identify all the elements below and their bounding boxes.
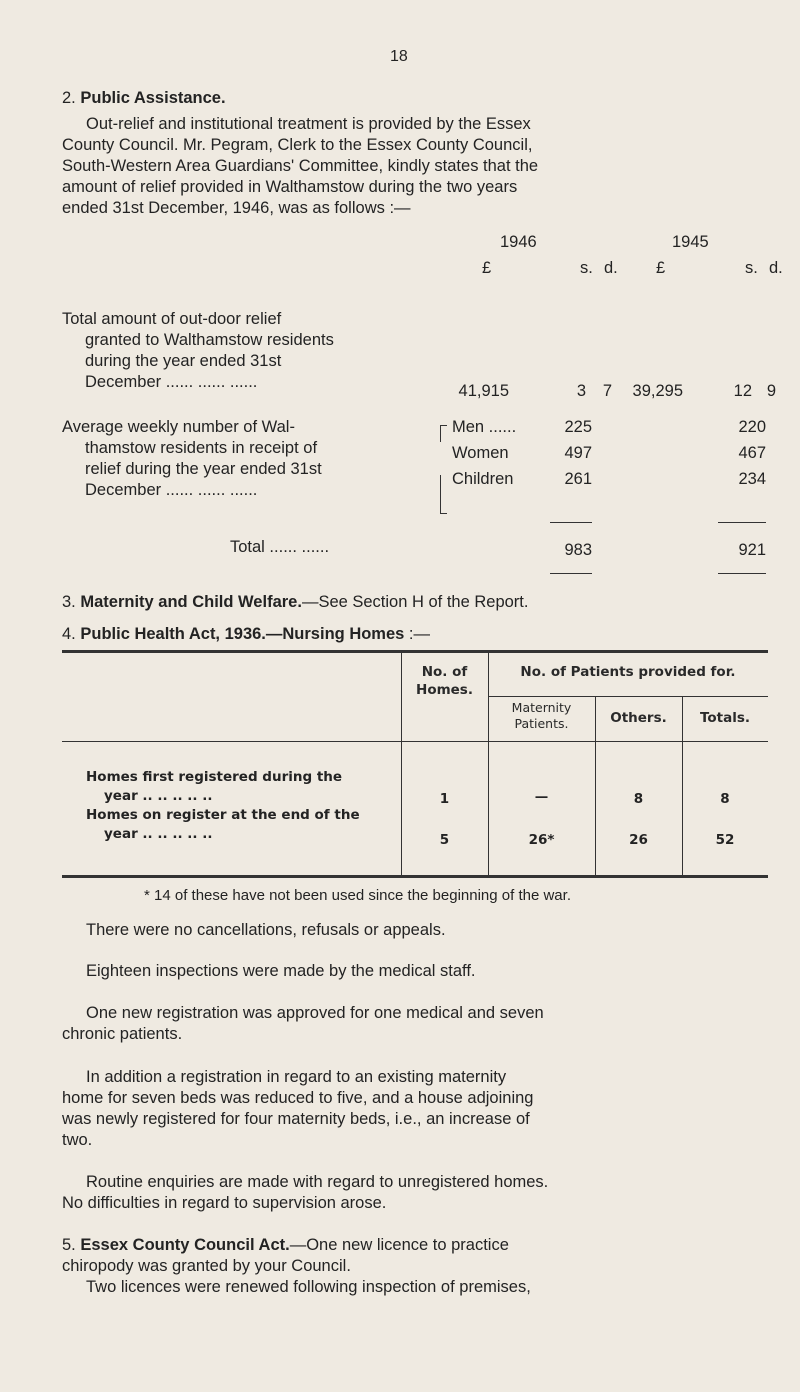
pence-header-1945: d. (769, 259, 783, 277)
bracket (440, 425, 447, 442)
paragraph-routine: No difficulties in regard to supervision arose. (62, 1194, 387, 1212)
section-2-heading (62, 88, 226, 109)
average-weekly-label: relief during the year ended 31st (85, 460, 322, 478)
section-2-line: amount of relief provided in Walthamstow during the two years (62, 178, 518, 196)
total-rule-top (718, 522, 766, 523)
total-rule-bottom (550, 573, 592, 574)
women-1945: 467 (738, 444, 766, 462)
row-label: year .. .. .. .. .. (104, 788, 213, 804)
men-1946: 225 (564, 418, 592, 436)
paragraph-no-cancellations: There were no cancellations, refusals or appeals. (86, 921, 446, 939)
row-label: Homes first registered during the (86, 769, 343, 785)
total-relief-label: granted to Walthamstow residents (85, 331, 334, 349)
paragraph-routine: Routine enquiries are made with regard to unregistered homes. (86, 1173, 549, 1191)
row2-maternity: 26* (528, 832, 555, 848)
table-header-rule (488, 696, 768, 697)
total-relief-label: during the year ended 31st (85, 352, 282, 370)
section-2-line: ended 31st December, 1946, was as follows :— (62, 199, 411, 217)
table-header-bottom-rule (62, 741, 768, 742)
header-maternity-line2: Patients. (514, 716, 569, 731)
relief-1946-pounds: 41,915 (458, 382, 509, 400)
section-5-line: Two licences were renewed following inspection of premises, (86, 1278, 531, 1296)
children-1946: 261 (564, 470, 592, 488)
section-3-title: Maternity and Child Welfare. (80, 593, 302, 611)
header-totals: Totals. (699, 710, 751, 726)
pounds-header-1946: £ (482, 259, 492, 277)
section-5-title: Essex County Council Act. (80, 1236, 290, 1254)
shillings-header-1946: s. (580, 259, 593, 277)
pounds-header-1945: £ (656, 259, 666, 277)
section-4 (62, 624, 430, 645)
section-3-text: —See Section H of the Report. (301, 593, 529, 611)
relief-1946-pence: 7 (602, 382, 612, 400)
section-3-number: 3. (62, 593, 76, 611)
average-weekly-label: Average weekly number of Wal- (62, 418, 295, 436)
section-2-line: Out-relief and institutional treatment is provided by the Essex (86, 115, 531, 133)
men-1945: 220 (738, 418, 766, 436)
shillings-header-1945: s. (745, 259, 758, 277)
section-2-number: 2. (62, 89, 76, 107)
nursing-homes-table (62, 650, 768, 878)
paragraph-addition: home for seven beds was reduced to five, and a house adjoining (62, 1089, 534, 1107)
section-3 (62, 592, 528, 613)
year-1945-header: 1945 (672, 233, 709, 251)
total-relief-label: December ...... ...... ...... (85, 373, 258, 391)
category-men: Men ...... (452, 418, 517, 436)
header-homes-line2: Homes. (416, 682, 473, 698)
row2-totals: 52 (715, 832, 735, 848)
row1-maternity: — (534, 789, 549, 805)
paragraph-addition: two. (62, 1131, 93, 1149)
row-label: year .. .. .. .. .. (104, 826, 213, 842)
relief-1945-pence: 9 (766, 382, 776, 400)
total-relief-label: Total amount of out-door relief (62, 310, 282, 328)
section-4-number: 4. (62, 625, 76, 643)
section-5-number: 5. (62, 1236, 76, 1254)
section-5-line: chiropody was granted by your Council. (62, 1257, 351, 1275)
row1-homes: 1 (439, 791, 450, 807)
row2-homes: 5 (439, 832, 450, 848)
children-1945: 234 (738, 470, 766, 488)
paragraph-new-registration: One new registration was approved for one medical and seven (86, 1004, 544, 1022)
relief-1945-pounds: 39,295 (632, 382, 683, 400)
row1-totals: 8 (720, 791, 730, 807)
header-others: Others. (610, 710, 667, 726)
table-footnote: * 14 of these have not been used since the beginning of the war. (144, 887, 571, 904)
category-children: Children (452, 470, 514, 488)
table-bottom-rule (62, 875, 768, 878)
section-5-text: —One new licence to practice (289, 1236, 509, 1254)
section-2-line: County Council. Mr. Pegram, Clerk to the Essex County Council, (62, 136, 533, 154)
paragraph-addition: was newly registered for four maternity beds, i.e., an increase of (62, 1110, 530, 1128)
page-number: 18 (390, 48, 408, 65)
average-weekly-label: December ...... ...... ...... (85, 481, 258, 499)
section-2-line: South-Western Area Guardians' Committee, kindly states that the (62, 157, 539, 175)
row-label: Homes on register at the end of the (86, 807, 360, 823)
row2-others: 26 (629, 832, 648, 848)
total-1946: 983 (564, 541, 592, 559)
paragraph-new-registration: chronic patients. (62, 1025, 183, 1043)
section-2-title: Public Assistance. (80, 89, 226, 107)
header-maternity-line1: Maternity (511, 700, 572, 715)
total-1945: 921 (738, 541, 766, 559)
year-1946-header: 1946 (500, 233, 537, 251)
total-rule-bottom (718, 573, 766, 574)
bracket (440, 475, 447, 514)
relief-1945-shillings: 12 (733, 382, 752, 400)
pence-header-1946: d. (604, 259, 618, 277)
paragraph-inspections: Eighteen inspections were made by the medical staff. (86, 962, 476, 980)
row1-others: 8 (633, 791, 644, 807)
average-weekly-label: thamstow residents in receipt of (85, 439, 318, 457)
paragraph-addition: In addition a registration in regard to an existing maternity (86, 1068, 507, 1086)
table-top-rule (62, 650, 768, 653)
section-5 (62, 1235, 509, 1256)
category-women: Women (452, 444, 509, 462)
total-rule-top (550, 522, 592, 523)
section-4-suffix: :— (404, 625, 431, 643)
women-1946: 497 (564, 444, 592, 462)
total-label: Total ...... ...... (230, 538, 330, 556)
section-4-title: Public Health Act, 1936.—Nursing Homes (80, 625, 405, 643)
header-homes-line1: No. of (421, 664, 468, 680)
relief-1946-shillings: 3 (576, 382, 586, 400)
header-patients: No. of Patients provided for. (520, 664, 736, 680)
